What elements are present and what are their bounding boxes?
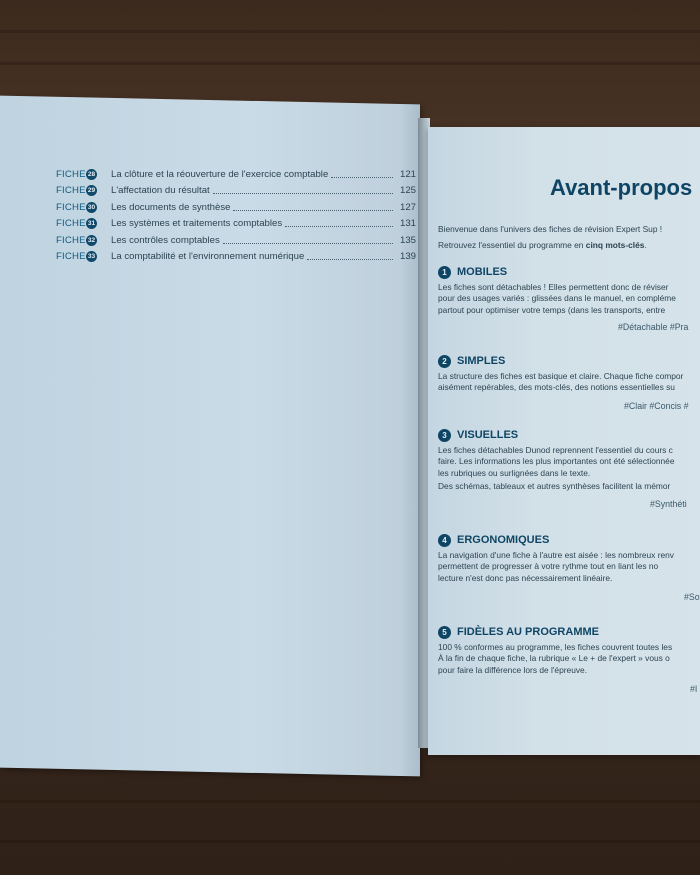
toc-page-number: 127	[399, 201, 416, 213]
section-title: VISUELLES	[457, 429, 519, 441]
section-ergonomiques	[438, 532, 700, 602]
intro-text	[438, 224, 662, 251]
toc-leader-dots	[285, 226, 393, 227]
section-line: Les fiches sont détachables ! Elles permettent donc de réviser	[438, 282, 669, 292]
toc-fiche-label: FICHE	[56, 218, 86, 230]
toc-fiche-label: FICHE	[56, 251, 86, 263]
section-body	[438, 282, 700, 316]
toc-title: Les documents de synthèse	[111, 201, 231, 213]
section-hashtags: #So	[684, 592, 700, 602]
toc-fiche-label: FICHE	[56, 168, 86, 180]
section-title: FIDÈLES AU PROGRAMME	[457, 626, 599, 638]
section-number-badge: 1	[438, 266, 451, 279]
section-line: les rubriques ou surlignées dans le texte.	[438, 467, 591, 478]
intro-line-2-text: Retrouvez l'essentiel du programme en	[438, 239, 586, 250]
toc-title: La clôture et la réouverture de l'exercice comptable	[111, 168, 329, 180]
toc-fiche-label: FICHE	[56, 234, 86, 246]
toc-leader-dots	[307, 259, 393, 260]
section-line: Les fiches détachables Dunod reprennent l'essentiel du cours c	[438, 445, 673, 455]
section-line: pour faire la différence lors de l'épreuve.	[438, 664, 588, 675]
toc-page-number: 139	[399, 251, 416, 263]
intro-line-1: Bienvenue dans l'univers des fiches de révision Expert Sup !	[438, 224, 663, 234]
toc-number-badge: 33	[87, 253, 96, 261]
toc-row	[56, 199, 416, 216]
section-line: La navigation d'une fiche à l'autre est aisée : les nombreux renv	[438, 550, 674, 560]
section-line: 100 % conformes au programme, les fiches couvrent toutes les	[438, 642, 673, 652]
toc-leader-dots	[233, 210, 393, 211]
section-hashtags: #Détachable #Pra	[618, 322, 689, 332]
section-line: Des schémas, tableaux et autres synthèses facilitent la mémor	[438, 480, 671, 491]
intro-keywords: cinq mots-clés	[585, 239, 645, 250]
toc-row	[56, 249, 416, 266]
section-hashtags: #I	[690, 684, 698, 694]
page-title: Avant-propos	[550, 175, 693, 200]
section-line: La structure des fiches est basique et claire. Chaque fiche compor	[438, 371, 684, 381]
section-body	[438, 371, 700, 394]
section-line: pour des usages variés : glissées dans le manuel, en compléme	[438, 293, 676, 304]
toc-number-badge: 29	[87, 187, 96, 195]
toc-number-badge: 32	[87, 236, 96, 244]
section-title: SIMPLES	[457, 355, 506, 367]
toc-number-badge: 30	[87, 203, 96, 211]
section-line: lecture n'est donc pas nécessairement linéaire.	[438, 572, 613, 583]
section-number-badge: 4	[438, 534, 451, 547]
toc-title: L'affectation du résultat	[111, 185, 210, 197]
intro-line-2-end: .	[644, 239, 647, 250]
section-body	[438, 642, 700, 676]
toc-title: Les contrôles comptables	[111, 234, 220, 246]
toc-page-number: 121	[399, 168, 416, 180]
intro-line-2	[438, 240, 662, 252]
toc-leader-dots	[331, 177, 393, 178]
toc-number-badge: 28	[87, 170, 96, 178]
section-simples	[438, 353, 700, 411]
section-number-badge: 2	[438, 355, 451, 368]
toc-leader-dots	[213, 193, 393, 194]
section-line: permettent de progresser à votre rythme tout en liant les no	[438, 561, 659, 572]
toc-fiche-label: FICHE	[56, 201, 86, 213]
toc-leader-dots	[223, 243, 393, 244]
section-body	[438, 445, 700, 492]
right-page	[428, 127, 700, 755]
toc-number-badge: 31	[87, 220, 96, 228]
toc-page-number: 131	[399, 218, 416, 230]
toc-fiche-label: FICHE	[56, 185, 86, 197]
section-line: partout pour optimiser votre temps (dans les transports, entre	[438, 304, 666, 315]
toc-title: La comptabilité et l'environnement numérique	[111, 251, 305, 263]
toc-row	[56, 183, 416, 200]
toc-row	[56, 232, 416, 249]
section-number-badge: 3	[438, 429, 451, 442]
section-line: À la fin de chaque fiche, la rubrique « Le + de l'expert » vous o	[438, 653, 670, 664]
toc-title: Les systèmes et traitements comptables	[111, 218, 283, 230]
toc-row	[56, 166, 416, 183]
toc-row	[56, 216, 416, 233]
section-hashtags: #Synthéti	[650, 499, 687, 509]
section-body	[438, 550, 700, 584]
toc-page-number: 135	[399, 234, 416, 246]
section-fideles	[438, 624, 700, 694]
section-title: ERGONOMIQUES	[457, 534, 550, 546]
table-of-contents	[56, 166, 416, 265]
section-line: faire. Les informations les plus importantes ont été sélectionnée	[438, 456, 675, 467]
section-visuelles	[438, 427, 700, 509]
section-title: MOBILES	[457, 266, 508, 278]
section-number-badge: 5	[438, 626, 451, 639]
section-hashtags: #Clair #Concis #	[624, 401, 689, 411]
section-mobiles	[438, 264, 700, 332]
toc-page-number: 125	[399, 185, 416, 197]
section-line: aisément repérables, des mots-clés, des notions essentielles su	[438, 382, 675, 393]
